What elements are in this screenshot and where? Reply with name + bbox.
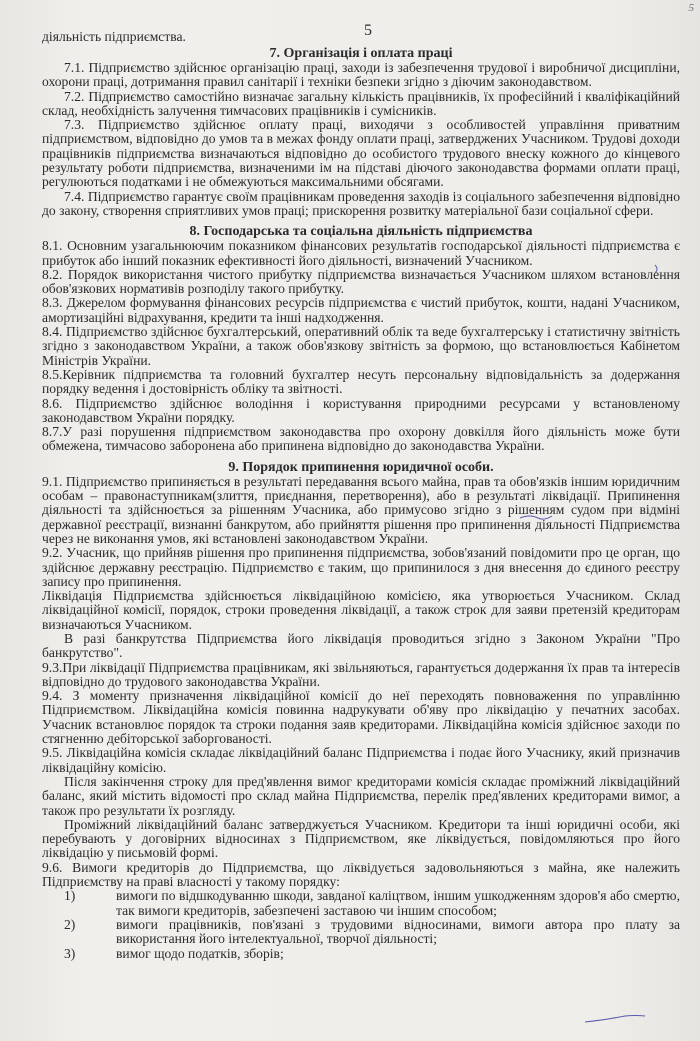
paragraph-interim-balance: Після закінчення строку для пред'явлення вимог кредиторами комісія складає проміжний ліквідаційний баланс, який містить відомості про склад майна Підприємства, перелік пред'явлених кредиторами вимог, а також про результати їх розгляду. (42, 773, 680, 818)
section-7-title: 7. Організація і оплата праці (269, 46, 453, 61)
section-9-title: 9. Порядок припинення юридичної особи. (228, 459, 494, 475)
paragraph-bankruptcy: В разі банкрутства Підприємства його ліквідація проводиться згідно з Законом України "Про банкрутство". (42, 630, 680, 661)
paragraph-9-4: 9.4. З моменту призначення ліквідаційної комісії до неї переходять повноваження по управлінню Підприємством. Ліквідаційна комісія повинна надрукувати об'яву про ліквідацію у печатних засобах. Учасник встановлює порядок та строки подання заяв кредиторами. Ліквідаційна комісія здійснює заходи по стягненню дебіторської заборгованості. (42, 688, 680, 747)
list-item (42, 947, 680, 961)
paragraph-interim-approval: Проміжний ліквідаційний баланс затверджується Учасником. Кредитори та інші юридичні особи, які перебувають у договірних відносинах з Підприємством, яке ліквідується, повідомляються про його ліквідацію у письмовій формі. (42, 816, 680, 861)
creditor-priority-list (42, 889, 680, 960)
paragraph-8-4: 8.4. Підприємство здійснює бухгалтерський, оперативний облік та веде бухгалтерську і статистичну звітність згідно з законодавством України, а також обов'язкову звітність за формою, що встановлюється Кабінетом Міністрів України. (42, 324, 680, 368)
paragraph-8-6: 8.6. Підприємство здійснює володіння і користування природними ресурсами у встановленому законодавством України порядку. (42, 395, 680, 425)
paragraph-9-3: 9.3.При ліквідації Підприємства працівникам, які звільняються, гарантується додержання їх прав та інтересів відповідно до трудового законодавства України. (42, 659, 680, 689)
paragraph-8-7: 8.7.У разі порушення підприємством законодавства про охорону довкілля його діяльність може бути обмежена, тимчасово заборонена або припинена відповідно до законодавства України. (42, 424, 680, 454)
paragraph-8-2: 8.2. Порядок використання чистого прибутку підприємства визначається Учасником шляхом встановлення обов'язкових нормативів розподілу такого прибутку. (42, 266, 680, 297)
paragraph-8-5: 8.5.Керівник підприємства та головний бухгалтер несуть персональну відповідальність за додержання порядку ведення і достовірність обліку та звітності. (42, 366, 680, 397)
list-item-number: 3) (64, 945, 76, 961)
paragraph-7-3: 7.3. Підприємство здійснює оплату праці, виходячи з особливостей управління приватним підприємством, відповідно до умов та в межах фонду оплати праці, затверджених Учасником. Трудові доходи працівників підприємства визначаються відповідно до особистого трудового внеску кожного до кінцевого результату роботи підприємства, визначеними ім на підставі діючого законодавства формами оплати праці, регулюються податками і не обмежуються максимальними обсягами. (42, 117, 680, 190)
document-body (42, 18, 680, 961)
paragraph-7-1: 7.1. Підприємство здійснює організацію праці, заходи із забезпечення трудової і виробничої дисципліни, охорони праці, дотримання правил санітарії і техніки безпеки згідно з діючим законодавством. (42, 60, 680, 90)
paragraph-liquidation-commission: Ліквідація Підприємства здійснюється ліквідаційною комісією, яка утворюється Учасником. Склад ліквідаційної комісії, порядок, строки проведення ліквідації, а також строк для заяви претензій кредиторам визначаються Учасником. (42, 588, 680, 632)
page-number: 5 (364, 22, 372, 39)
list-item-number: 1) (64, 888, 76, 904)
continuation-text: діяльність підприємства. (42, 29, 186, 44)
paragraph-7-4: 7.4. Підприємство гарантує своїм працівникам проведення заходів із соціального забезпечення відповідно до закону, створення сприятливих умов праці; прискорення розвитку матеріальної бази соціальної сфери. (42, 188, 680, 218)
paragraph-9-2: 9.2. Учасник, що прийняв рішення про припинення підприємства, зобов'язаний повідомити про це орган, що здійснює державну реєстрацію. Підприємство є таким, що припинилося з дня внесення до єдиного реєстру запису про припинення. (42, 545, 680, 589)
page-header (42, 18, 680, 44)
list-item (42, 889, 680, 918)
list-item-text: вимог щодо податків, зборів; (116, 945, 284, 961)
corner-mark: 5 (688, 2, 694, 14)
paragraph-9-6: 9.6. Вимоги кредиторів до Підприємства, що ліквідується задовольняються з майна, яке належить Підприємству на праві власності у такому порядку: (42, 859, 680, 890)
list-item-number: 2) (64, 916, 76, 932)
paragraph-9-5: 9.5. Ліквідаційна комісія складає ліквідаційний баланс Підприємства і подає його Учаснику, який призначив ліквідаційну комісію. (42, 745, 680, 775)
list-item (42, 918, 680, 947)
list-item-text: вимоги по відшкодуванню шкоди, завданої каліцтвом, іншим ушкодженням здоров'я або смертю, так вимоги кредиторів, забезпечені заставою чи іншим способом; (116, 888, 680, 918)
paragraph-9-1: 9.1. Підприємство припиняється в результаті передавання всього майна, прав та обов'язків іншим юридичним особам – правонаступникам(злиття, приєднання, перетворення), або в результаті ліквідації. Припинення діяльності та здійснюється за рішенням Учасника, або примусово згідно з рішенням судом при відміні державної реєстрації, визнанні банкрутом, або прийняття рішення про припинення діяльності Підприємства через не виконання умов, які встановлені законодавством України. (42, 473, 680, 546)
paragraph-8-1: 8.1. Основним узагальнюючим показником фінансових результатів господарської діяльності підприємства є прибуток або інший показник ефективності його діяльності, визначений Учасником. (42, 238, 680, 268)
list-item-text: вимоги працівників, пов'язані з трудовими відносинами, вимоги автора про плату за використання його інтелектуальної, творчої діяльності; (116, 916, 680, 947)
paragraph-8-3: 8.3. Джерелом формування фінансових ресурсів підприємства є чистий прибуток, кошти, надані Учасником, амортизаційні відрахування, кредити та інші надходження. (42, 295, 680, 325)
paragraph-7-2: 7.2. Підприємство самостійно визначає загальну кількість працівників, їх професійний і кваліфікаційний склад, необхідність залучення тимчасових працівників і сумісників. (42, 88, 680, 118)
section-8-title: 8. Господарська та соціальна діяльність підприємства (189, 224, 533, 240)
